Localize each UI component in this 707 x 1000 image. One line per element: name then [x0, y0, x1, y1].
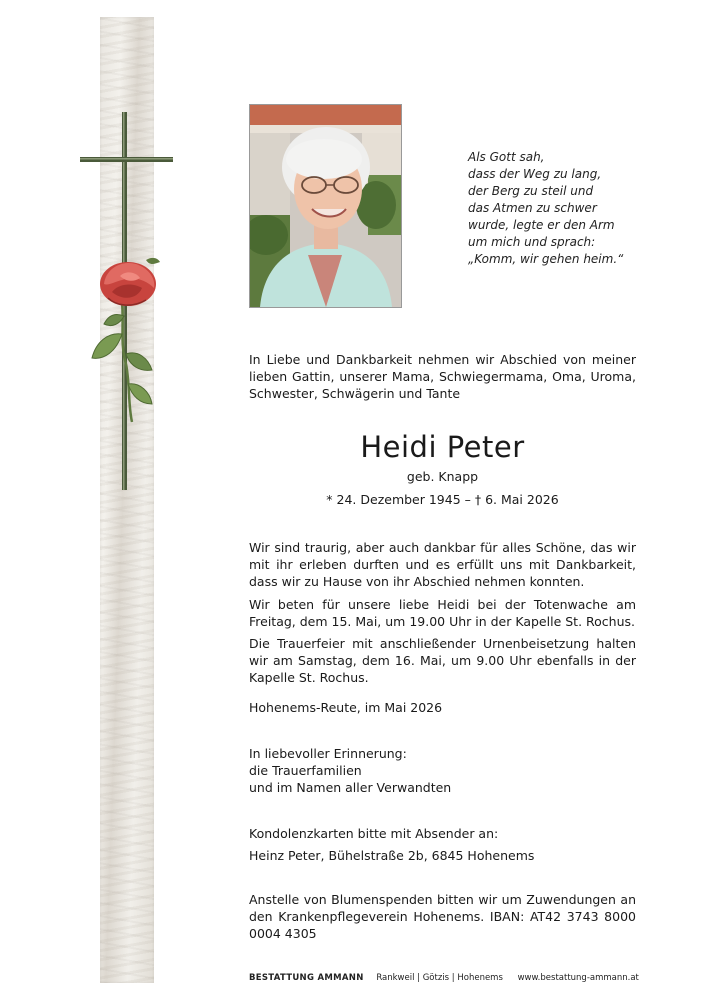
quote-line: um mich und sprach: [468, 235, 596, 249]
quote-line: dass der Weg zu lang, [468, 167, 602, 181]
condolence-block [249, 825, 636, 864]
rose-icon [88, 254, 168, 424]
footer [249, 973, 639, 983]
paragraph-gratitude: Wir sind traurig, aber auch dankbar für alles Schöne, das wir mit ihr erleben durften und es erfüllt uns mit Dankbarkeit, dass wir zu Hause von ihr Abschied nehmen konnten. [249, 540, 636, 589]
portrait-photo [249, 104, 402, 308]
paragraph-vigil: Wir beten für unsere liebe Heidi bei der Totenwache am Freitag, dem 15. Mai, um 19.00 Uhr in der Kapelle St. Rochus. [249, 597, 636, 629]
deceased-name: Heidi Peter [360, 430, 525, 464]
remembrance-line: In liebevoller Erinnerung: [249, 746, 407, 761]
condolence-address: Heinz Peter, Bühelstraße 2b, 6845 Hohenems [249, 848, 535, 863]
paragraph-funeral: Die Trauerfeier mit anschließender Urnenbeisetzung halten wir am Samstag, dem 16. Mai, um 9.00 Uhr ebenfalls in der Kapelle St. Rochus. [249, 636, 636, 685]
quote-line: das Atmen zu schwer [468, 201, 597, 215]
remembrance-line: die Trauerfamilien [249, 763, 362, 778]
place-date: Hohenems-Reute, im Mai 2026 [249, 700, 443, 715]
quote-line: Als Gott sah, [468, 150, 545, 164]
condolence-line: Kondolenzkarten bitte mit Absender an: [249, 826, 499, 841]
footer-brand: BESTATTUNG AMMANN [249, 973, 364, 983]
footer-locations: Rankweil | Götzis | Hohenems [376, 973, 503, 983]
quote-line: wurde, legte er den Arm [468, 218, 615, 232]
intro-text: In Liebe und Dankbarkeit nehmen wir Abschied von meiner lieben Gattin, unserer Mama, Schwiegermama, Oma, Uroma, Schwester, Schwägerin und Tante [249, 352, 636, 401]
remembrance-line: und im Namen aller Verwandten [249, 780, 452, 795]
maiden-name: geb. Knapp [406, 469, 479, 484]
footer-website[interactable]: www.bestattung-ammann.at [517, 973, 639, 983]
remembrance-block [249, 745, 636, 796]
donation-text: Anstelle von Blumenspenden bitten wir um Zuwendungen an den Krankenpflegeverein Hohenems. IBAN: AT42 3743 8000 0004 4305 [249, 892, 636, 941]
quote-poem [468, 149, 623, 268]
quote-line: der Berg zu steil und [468, 184, 594, 198]
quote-line: „Komm, wir gehen heim.“ [468, 252, 624, 266]
life-dates: * 24. Dezember 1945 – † 6. Mai 2026 [326, 492, 559, 507]
